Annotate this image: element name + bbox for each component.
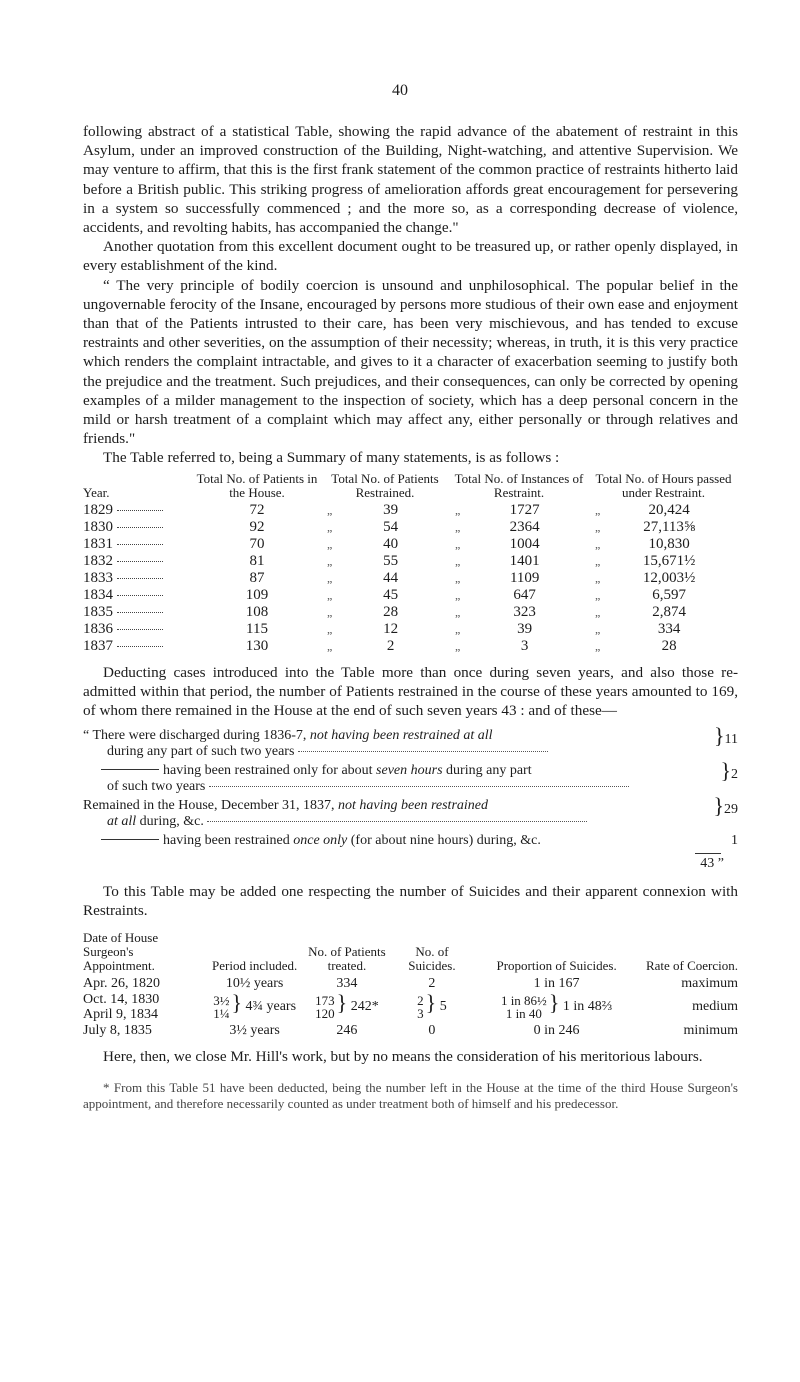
sum-rule xyxy=(695,853,721,854)
item1-italic: not having been restrained at all xyxy=(309,728,493,744)
dot-leader xyxy=(117,560,163,562)
cell-date-a: Oct. 14, 1830 xyxy=(83,991,160,1007)
item2-continuation: during any part xyxy=(442,763,532,779)
cell-year: 1830 xyxy=(83,518,113,535)
cell-suicides: 2 xyxy=(428,975,436,991)
cell-restrained: 39 xyxy=(383,501,399,518)
cell-suicides: 0 xyxy=(428,1022,436,1038)
page-content xyxy=(83,122,738,1125)
table-row xyxy=(83,502,738,519)
dot-leader xyxy=(117,509,163,511)
brace: } xyxy=(720,758,731,784)
cell-date: July 8, 1835 xyxy=(83,1022,152,1038)
cell-patients: 72 xyxy=(249,501,265,518)
paragraph-suicide-intro: To this Table may be added one respecting the number of Suicides and their apparent connexion with Restraints. xyxy=(83,883,738,920)
restraint-table xyxy=(83,472,738,655)
ditto-mark: „ xyxy=(595,638,601,653)
header-patients: Total No. of Patients in the House. xyxy=(196,470,318,500)
item2-italic: seven hours xyxy=(376,763,443,779)
cell-patients: 70 xyxy=(249,535,265,552)
dot-leader xyxy=(117,611,163,613)
ditto-mark: „ xyxy=(595,519,601,534)
table-row xyxy=(83,621,738,638)
cell-instances: 1401 xyxy=(509,552,540,569)
item2-end: of such two years xyxy=(107,779,206,795)
item1-continuation: during any part of such two years xyxy=(107,744,295,760)
paragraph-deducting: Deducting cases introduced into the Table more than once during seven years, and also those re-admitted within that period, the number of Patients restrained in the course of these years amounted to 169, of whom there remained in the House at the end of such seven years 43 : and of these— xyxy=(83,663,738,720)
brace: } xyxy=(713,793,724,819)
cell-proportion: 1 in 167 xyxy=(533,975,580,991)
cell-period-b: 1¼ xyxy=(213,1005,230,1021)
ditto-mark: „ xyxy=(327,570,333,585)
dot-leader xyxy=(117,594,163,596)
cell-rate: medium xyxy=(692,999,738,1015)
cell-hours: 6,597 xyxy=(652,586,687,603)
cell-treated-b: 120 xyxy=(315,1005,335,1021)
cell-proportion-a: 1 in 86½ xyxy=(500,992,547,1008)
cell-patients: 81 xyxy=(249,552,265,569)
item1-text: “ There were discharged during 1836-7, xyxy=(83,728,310,744)
footnote: * From this Table 51 have been deducted, being the number left in the House at the time of the third House Surgeon's appointment, and therefore necessarily counted as under treatment both of himself and his predecessor. xyxy=(83,1079,738,1111)
cell-date-b: April 9, 1834 xyxy=(83,1006,159,1022)
cell-instances: 39 xyxy=(517,620,533,637)
cell-patients: 109 xyxy=(245,586,269,603)
paragraph-principle-quote: “ The very principle of bodily coercion is unsound and unphilosophical. The popular belief in the ungovernable ferocity of the Insane, encouraged by persons more studious of their own ease and enjoyment than that of the Patients intrusted to their care, has been very mischievous, and has tended to excuse restraints and other severities, on the assumption of their necessity; whereas, in truth, it is this very practice which renders the complaint intractable, and gives to it a character of exacerbation seeming to justify both the prejudice and the treatment. Such prejudices, and their consequences, can only be corrected by opening examples of a milder management to the inspection of society, which has a deep personal concern in the mild or harsh treatment of a complaint which may affect any, either personally or through relatives and friends." xyxy=(83,276,738,448)
cell-year: 1832 xyxy=(83,552,113,569)
header-restrained: Total No. of Patients Restrained. xyxy=(331,470,439,500)
cell-hours: 10,830 xyxy=(648,535,690,552)
cell-restrained: 12 xyxy=(383,620,399,637)
ditto-mark: „ xyxy=(455,587,461,602)
cell-period: 3½ years xyxy=(229,1022,280,1038)
ditto-mark: „ xyxy=(595,570,601,585)
page-number: 40 xyxy=(392,82,408,99)
cell-restrained: 40 xyxy=(383,535,399,552)
ditto-mark: „ xyxy=(595,587,601,602)
cell-year: 1834 xyxy=(83,586,113,603)
ditto-mark: „ xyxy=(327,604,333,619)
cell-hours: 20,424 xyxy=(648,501,690,518)
ditto-dash xyxy=(101,769,159,770)
suicide-table xyxy=(83,931,738,1039)
table-row xyxy=(83,553,738,570)
cell-instances: 1004 xyxy=(509,535,540,552)
cell-hours: 15,671½ xyxy=(642,552,696,569)
cell-treated-a: 173 xyxy=(315,992,335,1008)
total-count: 43 ” xyxy=(700,856,724,872)
list-item xyxy=(83,833,738,849)
cell-year: 1835 xyxy=(83,603,113,620)
brace: } xyxy=(713,723,725,749)
ditto-mark: „ xyxy=(327,621,333,636)
header-year: Year. xyxy=(83,484,110,500)
discharge-list xyxy=(83,723,738,872)
cell-date: Apr. 26, 1820 xyxy=(83,975,160,991)
table-row xyxy=(83,519,738,536)
cell-proportion: 0 in 246 xyxy=(533,1022,580,1038)
ditto-mark: „ xyxy=(327,519,333,534)
ditto-mark: „ xyxy=(455,519,461,534)
header-treated: No. of Patients treated. xyxy=(308,943,386,973)
brace: } xyxy=(548,989,560,1015)
ditto-mark: „ xyxy=(327,638,333,653)
cell-instances: 647 xyxy=(513,586,536,603)
item2-text: having been restrained only for about xyxy=(163,763,377,779)
item1-count: 11 xyxy=(724,732,738,748)
cell-period: 10½ years xyxy=(225,975,284,991)
restraint-table-header xyxy=(83,472,738,502)
cell-patients: 115 xyxy=(246,620,268,637)
cell-year: 1831 xyxy=(83,535,113,552)
cell-suicides-b: 3 xyxy=(417,1005,424,1021)
brace: } xyxy=(231,989,242,1015)
cell-hours: 27,113⅝ xyxy=(643,518,696,535)
item3-italic-at-all: at all xyxy=(107,814,137,830)
cell-hours: 28 xyxy=(661,637,677,654)
cell-hours: 2,874 xyxy=(652,603,687,620)
list-item xyxy=(83,723,738,760)
ditto-mark: „ xyxy=(595,502,601,517)
restraint-table-body xyxy=(83,502,738,655)
dot-leader xyxy=(207,821,587,822)
header-rate: Rate of Coercion. xyxy=(645,957,738,973)
paragraph-table-intro: The Table referred to, being a Summary of many statements, is as follows : xyxy=(103,449,560,467)
header-period: Period included. xyxy=(212,957,298,973)
cell-proportion-b: 1 in 40 xyxy=(505,1005,542,1021)
cell-patients: 130 xyxy=(245,637,269,654)
cell-period-total: 4¾ years xyxy=(245,998,297,1014)
paragraph-abstract: following abstract of a statistical Table, showing the rapid advance of the abatement of restraint in this Asylum, under an improved construction of the Building, Night-watching, and attentive Supervision. We may venture to affirm, that this is the first frank statement of the common practice of restraints hitherto laid before a British public. This striking progress of amelioration affords great encouragement for persevering in a system so successfully commenced ; and the more so, as a corresponding decrease of violence, accidents, and revolting habits, has accompanied the change." xyxy=(83,123,738,237)
ditto-mark: „ xyxy=(455,536,461,551)
brace: } xyxy=(425,989,437,1015)
cell-treated-total: 242* xyxy=(350,998,379,1014)
list-item xyxy=(83,793,738,830)
cell-instances: 2364 xyxy=(509,518,540,535)
cell-year: 1833 xyxy=(83,569,113,586)
cell-period-a: 3½ xyxy=(213,992,230,1008)
brace: } xyxy=(336,989,348,1015)
item4-continuation: (for about nine hours) during, &c. xyxy=(347,833,541,849)
cell-patients: 87 xyxy=(249,569,265,586)
cell-suicides-total: 5 xyxy=(439,998,447,1014)
list-item xyxy=(83,758,738,795)
dot-leader xyxy=(209,786,629,787)
table-row xyxy=(83,975,738,992)
ditto-mark: „ xyxy=(455,604,461,619)
table-row xyxy=(83,587,738,604)
ditto-mark: „ xyxy=(595,604,601,619)
table-row xyxy=(83,638,738,655)
dot-leader xyxy=(117,543,163,545)
paragraph-another-quotation: Another quotation from this excellent document ought to be treasured up, or rather openly displayed, in every establishment of the kind. xyxy=(83,238,738,275)
item3-continuation: during, &c. xyxy=(136,814,204,830)
item4-count: 1 xyxy=(731,833,738,849)
cell-hours: 334 xyxy=(657,620,681,637)
cell-hours: 12,003½ xyxy=(642,569,696,586)
item3-text: Remained in the House, December 31, 1837, xyxy=(83,798,339,814)
ditto-mark: „ xyxy=(327,536,333,551)
paragraph-closing: Here, then, we close Mr. Hill's work, but by no means the consideration of his meritorious labours. xyxy=(103,1047,703,1065)
ditto-mark: „ xyxy=(455,553,461,568)
cell-restrained: 45 xyxy=(383,586,399,603)
item3-italic: not having been restrained xyxy=(338,798,488,814)
dot-leader xyxy=(117,577,163,579)
cell-rate: minimum xyxy=(683,1022,738,1038)
dot-leader xyxy=(117,628,163,630)
cell-patients: 108 xyxy=(245,603,269,620)
cell-year: 1836 xyxy=(83,620,113,637)
cell-restrained: 28 xyxy=(383,603,399,620)
table-row xyxy=(83,536,738,553)
suicide-table-header xyxy=(83,931,738,975)
cell-restrained: 44 xyxy=(383,569,399,586)
cell-restrained: 55 xyxy=(383,552,399,569)
ditto-mark: „ xyxy=(455,570,461,585)
dot-leader xyxy=(117,645,163,647)
table-row xyxy=(83,604,738,621)
cell-patients: 92 xyxy=(249,518,265,535)
cell-treated: 334 xyxy=(336,975,358,991)
item3-count: 29 xyxy=(724,802,738,818)
ditto-mark: „ xyxy=(455,502,461,517)
header-suicides: No. of Suicides. xyxy=(408,943,456,973)
cell-instances: 1727 xyxy=(509,501,540,518)
ditto-mark: „ xyxy=(595,621,601,636)
dot-leader xyxy=(117,526,163,528)
ditto-mark: „ xyxy=(595,536,601,551)
cell-restrained: 54 xyxy=(383,518,399,535)
cell-year: 1829 xyxy=(83,501,113,518)
header-hours: Total No. of Hours passed under Restraint. xyxy=(595,470,732,500)
ditto-mark: „ xyxy=(327,553,333,568)
cell-instances: 3 xyxy=(520,637,529,654)
table-row xyxy=(83,570,738,587)
cell-instances: 1109 xyxy=(509,569,540,586)
ditto-mark: „ xyxy=(455,621,461,636)
table-row xyxy=(83,1022,738,1039)
header-instances: Total No. of Instances of Restraint. xyxy=(454,470,584,500)
ditto-mark: „ xyxy=(455,638,461,653)
ditto-mark: „ xyxy=(595,553,601,568)
cell-restrained: 2 xyxy=(386,637,395,654)
ditto-mark: „ xyxy=(327,587,333,602)
header-proportion: Proportion of Suicides. xyxy=(496,957,617,973)
item4-text: having been restrained xyxy=(163,833,294,849)
cell-year: 1837 xyxy=(83,637,113,654)
cell-suicides-a: 2 xyxy=(417,992,424,1008)
ditto-dash xyxy=(101,839,159,840)
cell-proportion-total: 1 in 48⅔ xyxy=(562,998,613,1014)
item2-count: 2 xyxy=(731,767,738,783)
cell-treated: 246 xyxy=(336,1022,358,1038)
cell-instances: 323 xyxy=(513,603,536,620)
dot-leader xyxy=(298,751,548,752)
cell-rate: maximum xyxy=(681,975,738,991)
header-date: Date of House Surgeon's Appointment. xyxy=(83,929,159,973)
item4-italic: once only xyxy=(293,833,348,849)
table-row xyxy=(83,992,738,1022)
ditto-mark: „ xyxy=(327,502,333,517)
